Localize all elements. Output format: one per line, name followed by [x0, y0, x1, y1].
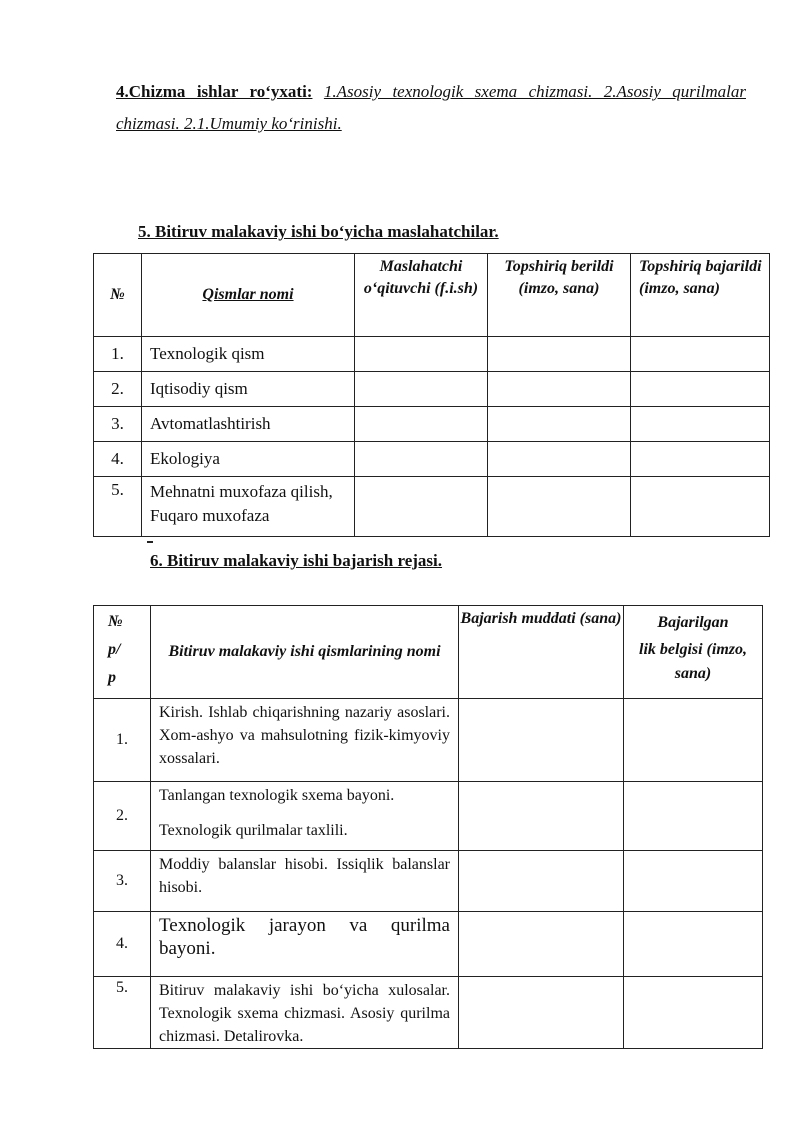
- header-completion-mark: Bajarilgan lik belgisi (imzo, sana): [624, 606, 763, 699]
- table-row: [94, 407, 770, 442]
- row-number: 3.: [94, 851, 151, 912]
- header-task-given: Topshiriq berildi (imzo, sana): [488, 254, 631, 337]
- row-part-name: Ekologiya: [142, 442, 355, 477]
- row-number: 2.: [94, 372, 142, 407]
- section-4-items: 1.Asosiy texnologik sxema chizmasi. 2.Asosiy qurilmalar chizmasi. 2.1.Umumiy ko‘rinishi.: [116, 82, 746, 133]
- section-4-label: 4.Chizma ishlar ro‘yxati:: [116, 82, 313, 101]
- adviser-cell: [355, 477, 488, 537]
- given-cell: [488, 372, 631, 407]
- row-part-name: Tanlangan texnologik sxema bayoni. Texnologik qurilmalar taxlili.: [151, 782, 459, 851]
- work-plan-table: [93, 605, 763, 1049]
- table-row: [94, 851, 763, 912]
- row-number: 4.: [94, 442, 142, 477]
- advisers-table: [93, 253, 770, 537]
- row-number: 1.: [94, 699, 151, 782]
- dash-mark: [147, 541, 153, 543]
- adviser-cell: [355, 337, 488, 372]
- row-part-name: Bitiruv malakaviy ishi bo‘yicha xulosalar. Texnologik sxema chizmasi. Asosiy qurilma chizmasi. Detalirovka.: [151, 977, 459, 1049]
- table-row: [94, 782, 763, 851]
- plan-header-row: [94, 606, 763, 699]
- header-task-done: Topshiriq bajarildi (imzo, sana): [631, 254, 770, 337]
- row-part-name: Kirish. Ishlab chiqarishning nazariy asoslari. Xom-ashyo va mahsulotning fizik-kimyoviy xossalari.: [151, 699, 459, 782]
- done-cell: [631, 372, 770, 407]
- done-cell: [631, 407, 770, 442]
- section-4-drawings-list: [116, 76, 746, 140]
- deadline-cell: [459, 912, 624, 977]
- completion-cell: [624, 782, 763, 851]
- header-deadline: Bajarish muddati (sana): [459, 606, 624, 699]
- table-row: [94, 912, 763, 977]
- row-number: 3.: [94, 407, 142, 442]
- given-cell: [488, 407, 631, 442]
- adviser-cell: [355, 442, 488, 477]
- row-part-name: Texnologik qism: [142, 337, 355, 372]
- deadline-cell: [459, 782, 624, 851]
- row-number: 5.: [94, 977, 151, 1049]
- deadline-cell: [459, 699, 624, 782]
- completion-cell: [624, 977, 763, 1049]
- row-number: 2.: [94, 782, 151, 851]
- completion-cell: [624, 699, 763, 782]
- table-row: [94, 699, 763, 782]
- row-part-name: Iqtisodiy qism: [142, 372, 355, 407]
- header-part-name: Qismlar nomi: [142, 254, 355, 337]
- given-cell: [488, 442, 631, 477]
- row-number: 5.: [94, 477, 142, 537]
- done-cell: [631, 442, 770, 477]
- adviser-cell: [355, 407, 488, 442]
- adviser-cell: [355, 372, 488, 407]
- done-cell: [631, 337, 770, 372]
- table-row: [94, 977, 763, 1049]
- header-adviser: Maslahatchi o‘qituvchi (f.i.sh): [355, 254, 488, 337]
- advisers-header-row: [94, 254, 770, 337]
- row-number: 1.: [94, 337, 142, 372]
- deadline-cell: [459, 851, 624, 912]
- given-cell: [488, 337, 631, 372]
- completion-cell: [624, 851, 763, 912]
- header-number: № p/ p: [94, 606, 151, 699]
- completion-cell: [624, 912, 763, 977]
- deadline-cell: [459, 977, 624, 1049]
- section-5-title: 5. Bitiruv malakaviy ishi bo‘yicha maslahatchilar.: [138, 222, 499, 241]
- table-row: [94, 372, 770, 407]
- table-row: [94, 477, 770, 537]
- table-row: [94, 337, 770, 372]
- row-part-name: Texnologik jarayon va qurilma bayoni.: [151, 912, 459, 977]
- header-number: №: [94, 254, 142, 337]
- row-number: 4.: [94, 912, 151, 977]
- table-row: [94, 442, 770, 477]
- header-part-name: Bitiruv malakaviy ishi qismlarining nomi: [151, 606, 459, 699]
- row-part-name: Avtomatlashtirish: [142, 407, 355, 442]
- done-cell: [631, 477, 770, 537]
- row-part-name: Mehnatni muxofaza qilish, Fuqaro muxofaza: [142, 477, 355, 537]
- section-6-title: 6. Bitiruv malakaviy ishi bajarish rejasi.: [150, 551, 443, 570]
- given-cell: [488, 477, 631, 537]
- row-part-name: Moddiy balanslar hisobi. Issiqlik balanslar hisobi.: [151, 851, 459, 912]
